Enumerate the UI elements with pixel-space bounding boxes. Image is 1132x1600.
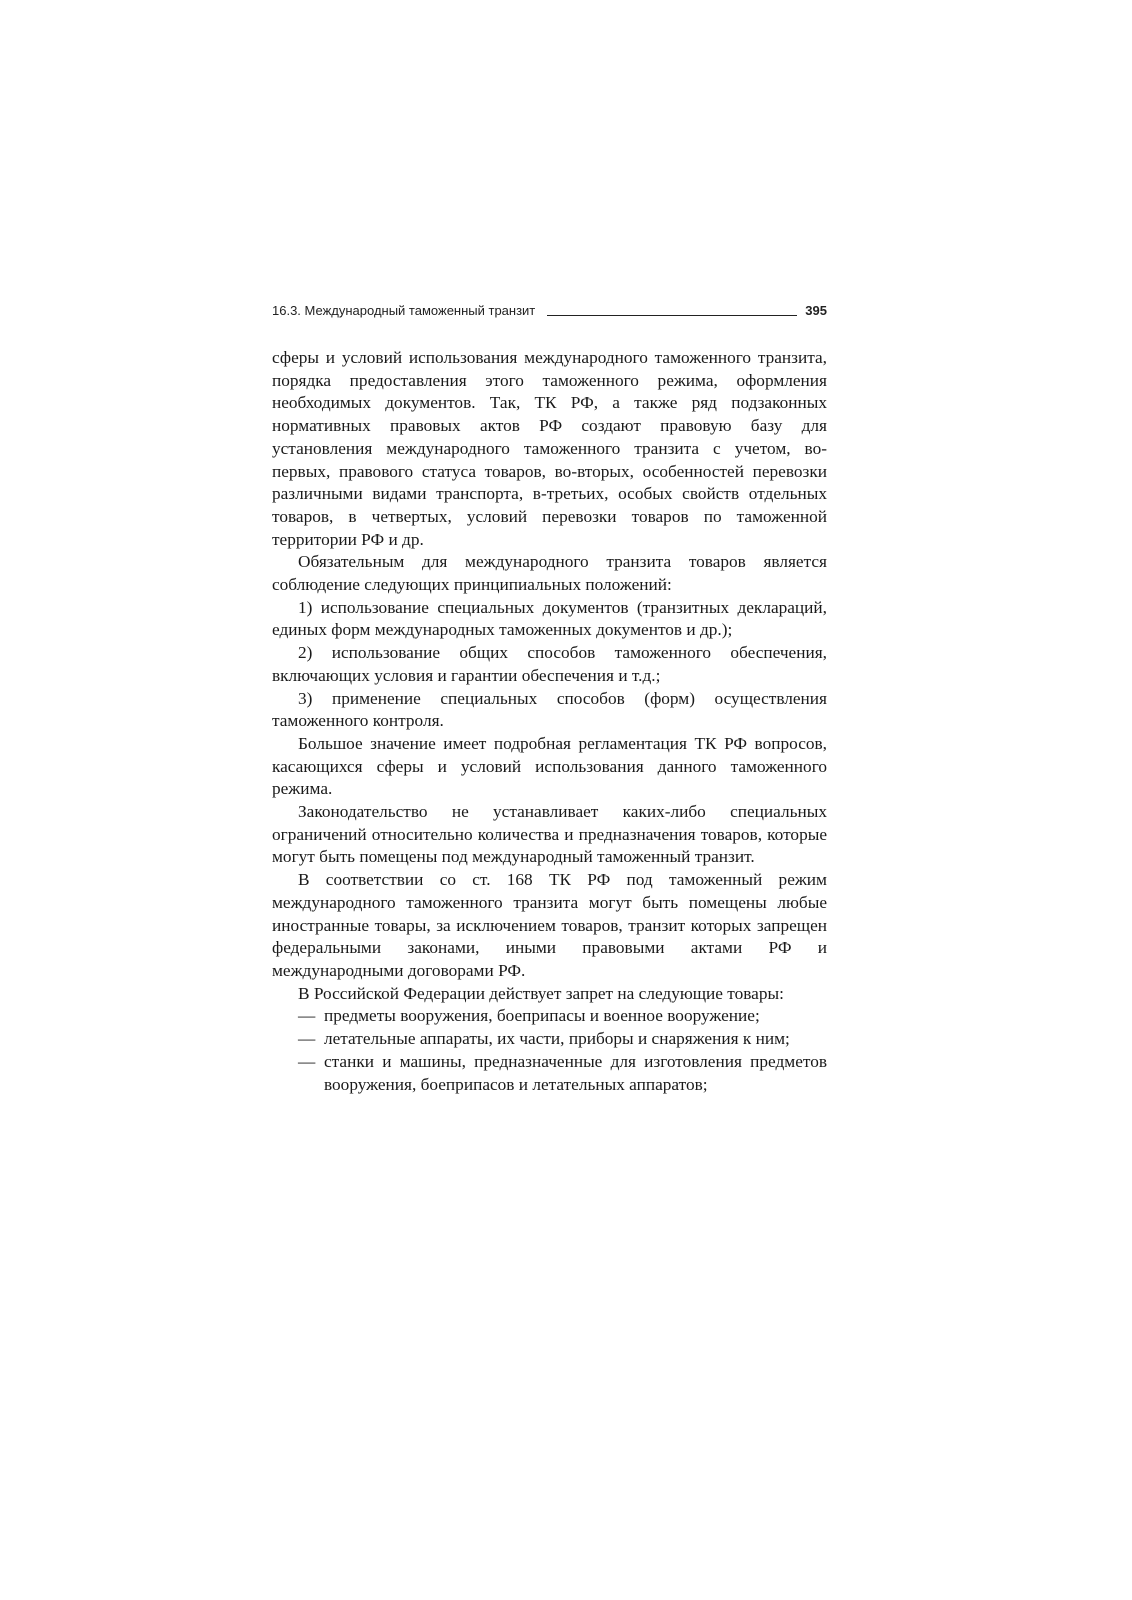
header-rule — [547, 315, 797, 316]
list-item-text: станки и машины, предназначенные для изготовления предметов вооружения, боеприпасов и летательных аппаратов; — [324, 1051, 827, 1094]
running-header — [272, 302, 827, 319]
numbered-item-1: 1) использование специальных документов (транзитных деклараций, единых форм международных таможенных документов и др.); — [272, 597, 827, 640]
paragraph: В Российской Федерации действует запрет на следующие товары: — [298, 983, 784, 1003]
numbered-item-3: 3) применение специальных способов (форм) осуществления таможенного контроля. — [272, 688, 827, 731]
section-title: 16.3. Международный таможенный транзит — [272, 303, 536, 318]
dash-marker: — — [298, 1029, 316, 1049]
list-item-text: предметы вооружения, боеприпасы и военное вооружение; — [324, 1006, 760, 1026]
prohibited-goods-list — [272, 1005, 827, 1096]
list-item — [298, 1051, 827, 1096]
paragraph: Законодательство не устанавливает каких-либо специальных ограничений относительно количества и предназначения товаров, которые могут быть помещены под международный таможенный транзит. — [272, 802, 827, 867]
paragraph: Большое значение имеет подробная регламентация ТК РФ вопросов, касающихся сферы и условий использования данного таможенного режима. — [272, 733, 827, 799]
paragraph: Обязательным для международного транзита товаров является соблюдение следующих принципиальных положений: — [272, 552, 827, 595]
page-number: 395 — [805, 303, 827, 318]
paragraph-continuation: сферы и условий использования международного таможенного транзита, порядка предоставления этого таможенного режима, оформления необходимых документов. Так, ТК РФ, а также ряд подзаконных нормативных правовых актов РФ создают правовую базу для установления международного таможенного транзита с учетом, во-первых, правового статуса товаров, во-вторых, особенностей перевозки различными видами транспорта, в-третьих, особых свойств отдельных товаров, в четвертых, условий перевозки товаров по таможенной территории РФ и др. — [272, 348, 827, 549]
dash-marker: — — [298, 1006, 316, 1026]
numbered-item-2: 2) использование общих способов таможенного обеспечения, включающих условия и гарантии обеспечения и т.д.; — [272, 643, 827, 685]
paragraph: В соответствии со ст. 168 ТК РФ под таможенный режим международного таможенного транзита могут быть помещены любые иностранные товары, за исключением товаров, транзит которых запрещен федеральными законами, иными правовыми актами РФ и международными договорами РФ. — [272, 870, 827, 980]
dash-marker: — — [298, 1051, 316, 1071]
list-item — [298, 1005, 827, 1028]
list-item-text: летательные аппараты, их части, приборы и снаряжения к ним; — [324, 1029, 790, 1049]
book-page — [272, 302, 827, 1096]
list-item — [298, 1028, 827, 1051]
body-text — [272, 347, 827, 1096]
